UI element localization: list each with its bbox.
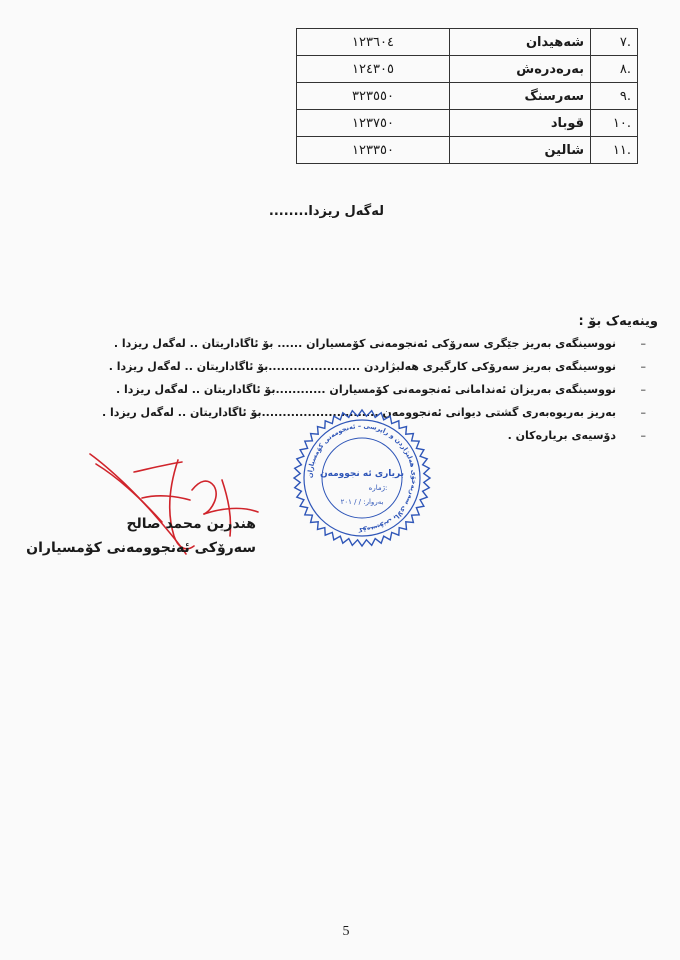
stamp-ring-text: کۆمسیۆنی بالای سەربەخۆی هەلبژاردن و راپرسی – ئەنجومەنی کۆمسیاران xyxy=(305,421,419,535)
cc-item: – نووسینگەی بەریزان ئەندامانی ئەنجومەنی کۆمسیاران ............بۆ ئاگاداریتان .. لەگەل ریزدا . xyxy=(115,383,646,396)
stamp-number-label: ژمارە: xyxy=(368,484,388,492)
cc-item: – نووسینگەی بەریز سەرۆکی کارگیری هەلبژاردن ......................بۆ ئاگاداریتان .. لەگەل ریزدا . xyxy=(108,360,646,373)
constituency-name: شەهیدان xyxy=(450,29,591,56)
stamp-center-text: بریاری ئە نجوومەن xyxy=(319,469,405,479)
table-row xyxy=(297,83,638,110)
constituency-name: قوباد xyxy=(450,110,591,137)
vote-count: ٣٢٣٥٥٠ xyxy=(297,83,450,110)
row-number: .١١ xyxy=(591,137,638,164)
constituency-name: سەرسنگ xyxy=(450,83,591,110)
row-number: .٧ xyxy=(591,29,638,56)
cc-item: – دۆسیەی بریارەکان . xyxy=(507,429,646,442)
row-number: .١٠ xyxy=(591,110,638,137)
table-row xyxy=(297,110,638,137)
signatory-title: سەرۆکی ئەنجوومەنی کۆمسیاران xyxy=(26,540,256,556)
results-table xyxy=(296,28,638,164)
table-row xyxy=(297,56,638,83)
official-stamp xyxy=(292,408,432,548)
constituency-name: شالین xyxy=(450,137,591,164)
table-row xyxy=(297,137,638,164)
vote-count: ١٢٤٣٠٥ xyxy=(297,56,450,83)
row-number: .٨ xyxy=(591,56,638,83)
cc-item: – نووسینگەی بەریز جێگری سەرۆکی ئەنجومەنی کۆمسیاران ...... بۆ ئاگاداریتان .. لەگەل ریزدا . xyxy=(113,337,646,350)
vote-count: ١٢٣٧٥٠ xyxy=(297,110,450,137)
vote-count: ١٢٣٣٥٠ xyxy=(297,137,450,164)
cc-heading: وینەیەک بۆ : xyxy=(578,314,658,329)
stamp-date-label: بەروار: / / ٢٠١ xyxy=(340,498,384,506)
page-number: 5 xyxy=(342,924,350,939)
vote-count: ١٢٣٦٠٤ xyxy=(297,29,450,56)
table-row xyxy=(297,29,638,56)
constituency-name: بەرەدرەش xyxy=(450,56,591,83)
row-number: .٩ xyxy=(591,83,638,110)
cc-item: – بەریز بەریوەبەری گشتی دیوانی ئەنجوومەن ............................بۆ ئاگاداریتان .. لەگەل ریزدا . xyxy=(101,406,646,419)
signatory-name: هندرين محمد صالح xyxy=(126,516,256,532)
closing-remark: لەگەل ریزدا........ xyxy=(268,204,384,219)
